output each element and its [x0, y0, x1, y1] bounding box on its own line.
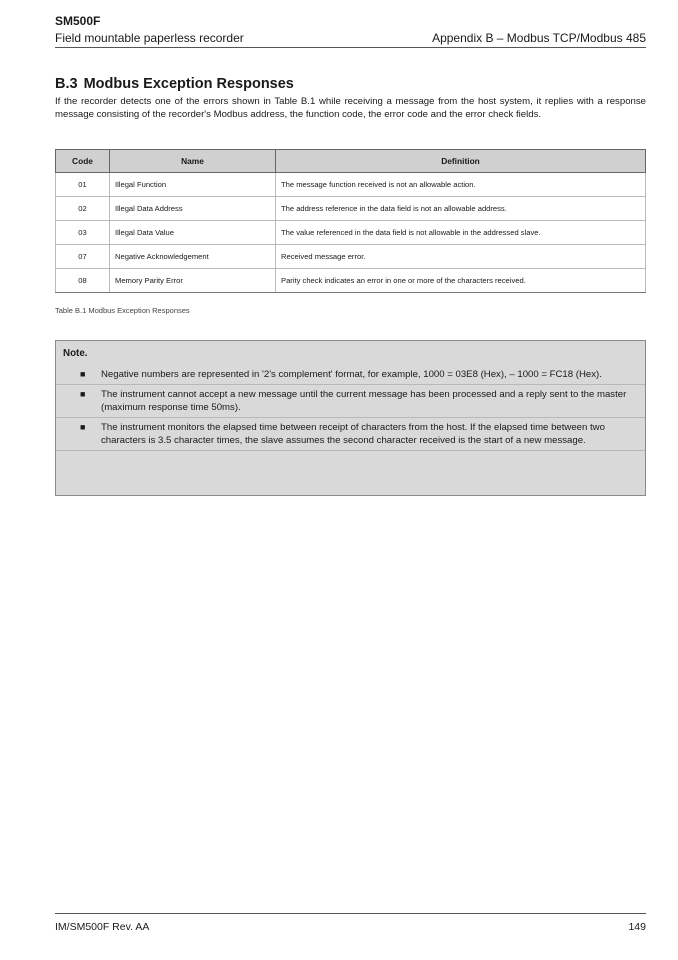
bullet-icon: ■ — [80, 422, 86, 432]
note-text: The instrument cannot accept a new message until the current message has been processed and a reply sent to the master (maximum response time 50ms). — [101, 389, 627, 413]
cell-code: 03 — [56, 221, 110, 245]
bullet-icon: ■ — [80, 389, 86, 399]
page-header — [55, 14, 646, 50]
section-number: B.3 — [55, 76, 78, 92]
cell-code: 08 — [56, 269, 110, 293]
section-title: Modbus Exception Responses — [83, 76, 294, 92]
product-subtitle: Field mountable paperless recorder — [55, 31, 244, 45]
column-header-definition: Definition — [276, 150, 646, 173]
table-row — [56, 245, 646, 269]
document-page — [55, 0, 646, 960]
product-name: SM500F — [55, 14, 101, 28]
appendix-title: Appendix B – Modbus TCP/Modbus 485 — [432, 31, 646, 45]
exception-responses-table — [55, 149, 646, 293]
cell-code: 07 — [56, 245, 110, 269]
cell-definition: Parity check indicates an error in one or more of the characters received. — [276, 269, 646, 293]
document-id: IM/SM500F Rev. AA — [55, 921, 150, 933]
note-title: Note. — [63, 348, 88, 359]
table-row — [56, 269, 646, 293]
note-text: The instrument monitors the elapsed time between receipt of characters from the host. If the elapsed time between two characters is 3.5 character times, the slave assumes the second character received is the start of a new message. — [101, 422, 605, 446]
table-row — [56, 221, 646, 245]
table-caption: Table B.1 Modbus Exception Responses — [55, 306, 190, 315]
note-box — [55, 340, 646, 496]
list-item — [56, 365, 645, 385]
cell-code: 02 — [56, 197, 110, 221]
table-row — [56, 173, 646, 197]
cell-code: 01 — [56, 173, 110, 197]
note-list — [56, 365, 645, 451]
note-text: Negative numbers are represented in '2's complement' format, for example, 1000 = 03E8 (Hex), – 1000 = FC18 (Hex). — [101, 369, 602, 380]
bullet-icon: ■ — [80, 369, 86, 379]
cell-name: Negative Acknowledgement — [110, 245, 276, 269]
header-divider — [55, 47, 646, 48]
table-header-row — [56, 150, 646, 173]
section-heading — [55, 76, 294, 92]
cell-name: Illegal Data Value — [110, 221, 276, 245]
column-header-code: Code — [56, 150, 110, 173]
cell-definition: The message function received is not an allowable action. — [276, 173, 646, 197]
cell-name: Illegal Data Address — [110, 197, 276, 221]
list-item — [56, 385, 645, 418]
cell-definition: Received message error. — [276, 245, 646, 269]
cell-definition: The value referenced in the data field is not allowable in the addressed slave. — [276, 221, 646, 245]
page-number: 149 — [628, 921, 646, 933]
intro-paragraph: If the recorder detects one of the errors shown in Table B.1 while receiving a message from the host system, it replies with a response message consisting of the recorder's Modbus address, the function code, the error code and the error check fields. — [55, 96, 646, 120]
footer-divider — [55, 913, 646, 914]
cell-name: Illegal Function — [110, 173, 276, 197]
column-header-name: Name — [110, 150, 276, 173]
table-row — [56, 197, 646, 221]
list-item — [56, 418, 645, 451]
cell-name: Memory Parity Error — [110, 269, 276, 293]
cell-definition: The address reference in the data field is not an allowable address. — [276, 197, 646, 221]
